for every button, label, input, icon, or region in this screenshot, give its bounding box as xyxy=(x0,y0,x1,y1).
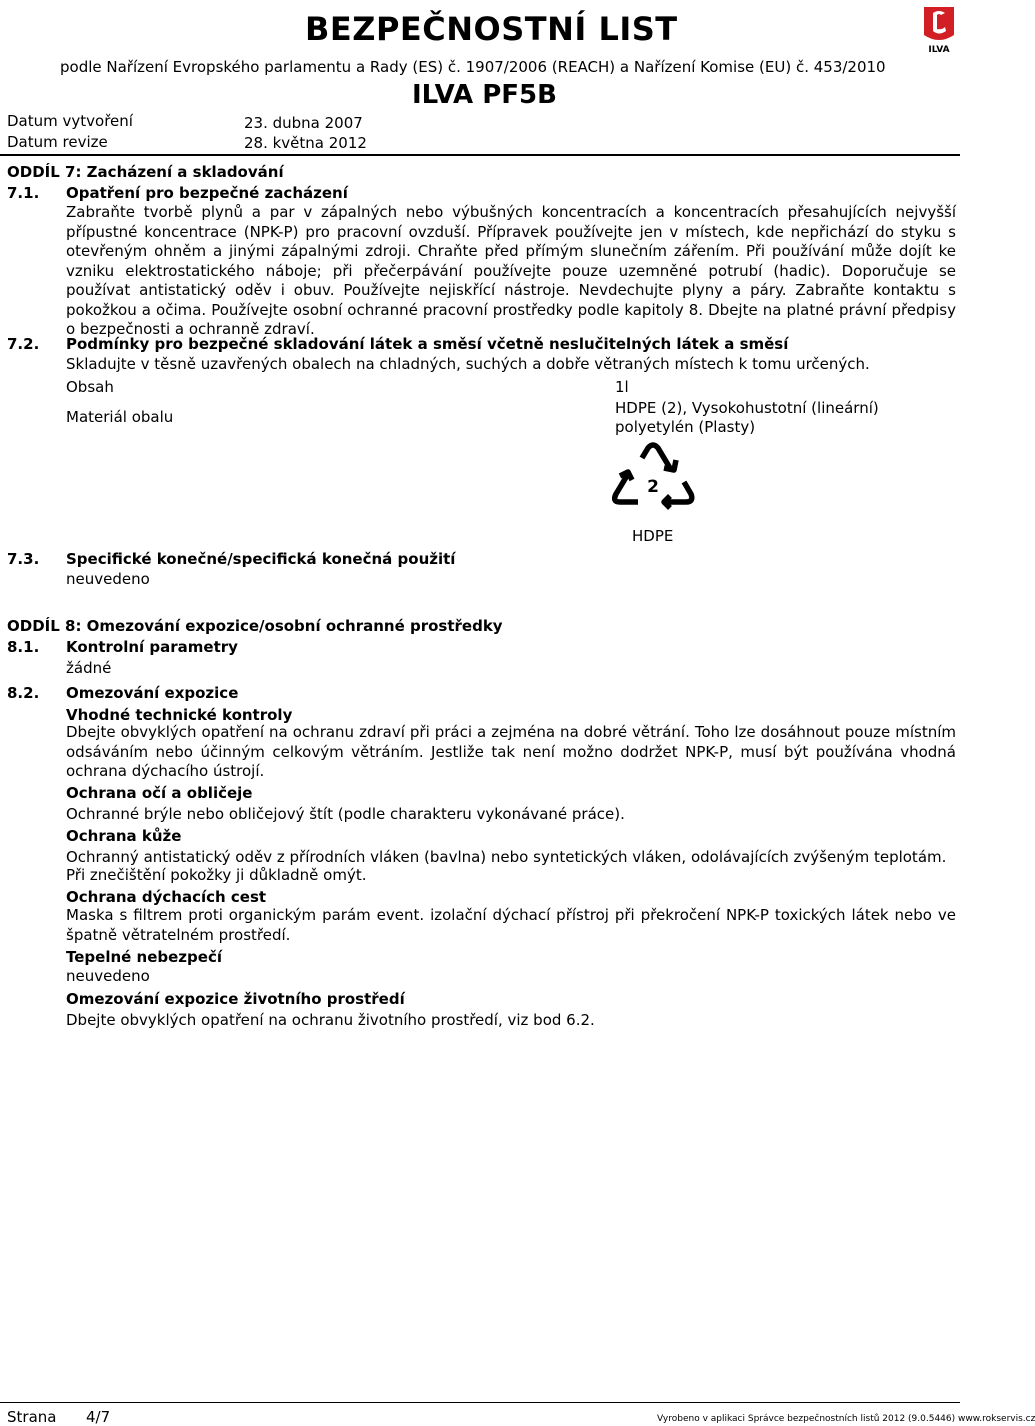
paragraph-line: otevřeným ohněm a jinými zápalnými zdroji. Chraňte před přímým slunečním zářením. Při používání může dojít ke xyxy=(66,242,956,260)
respiratory-protection-title: Ochrana dýchacích cest xyxy=(66,888,267,906)
safe-handling-paragraph xyxy=(66,203,956,340)
page-number: 4/7 xyxy=(86,1408,111,1426)
paragraph-line: Zabraňte tvorbě plynů a par v zápalných nebo výbušných koncentracích a koncentracích přesahujících nejvyšší xyxy=(66,203,956,221)
recycle-hdpe-icon xyxy=(612,444,694,522)
skin-protection-title: Ochrana kůže xyxy=(66,827,182,845)
revised-date-value: 28. května 2012 xyxy=(244,134,367,152)
material-value-line-2: polyetylén (Plasty) xyxy=(615,418,756,436)
environmental-exposure-title: Omezování expozice životního prostředí xyxy=(66,990,405,1008)
paragraph-line: ochrana dýchacího ústrojí. xyxy=(66,762,265,780)
subsection-8-2-number: 8.2. xyxy=(7,684,40,702)
regulation-subtitle: podle Nařízení Evropského parlamentu a Rady (ES) č. 1907/2006 (REACH) a Nařízení Komise (EU) č. 453/2010 xyxy=(60,58,886,76)
section-8-heading: ODDÍL 8: Omezování expozice/osobní ochranné prostředky xyxy=(7,617,503,635)
paragraph-line: používat antistatický oděv i obuv. Používejte nejiskřící nástroje. Nevdechujte plyny a páry. Zabraňte kontaktu s xyxy=(66,281,956,299)
subsection-8-2-title: Omezování expozice xyxy=(66,684,239,702)
product-name: ILVA PF5B xyxy=(412,80,557,110)
header-divider xyxy=(0,154,960,156)
subsection-7-2-title: Podmínky pro bezpečné skladování látek a směsí včetně neslučitelných látek a směsí xyxy=(66,335,789,353)
paragraph-line: vzniku elektrostatického náboje; při přečerpávání používejte pouze uzemněné potrubí (hadic). Doporučuje se xyxy=(66,261,956,280)
subsection-7-1-title: Opatření pro bezpečné zacházení xyxy=(66,184,348,202)
subsection-7-2-number: 7.2. xyxy=(7,335,40,353)
thermal-hazard-text: neuvedeno xyxy=(66,967,150,985)
paragraph-line: Maska s filtrem proti organickým parám event. izolační dýchací přístroj při překročení NPK-P toxických látek nebo ve xyxy=(66,906,956,924)
footer-divider xyxy=(0,1402,960,1403)
material-value-line-1: HDPE (2), Vysokohustotní (lineární) xyxy=(615,399,879,417)
created-date-value: 23. dubna 2007 xyxy=(244,114,363,132)
subsection-7-1-number: 7.1. xyxy=(7,184,40,202)
ilva-logo-icon xyxy=(922,5,956,55)
paragraph-line: pokožkou a očima. Používejte osobní ochranné pracovní prostředky podle kapitoly 8. Dbejte na platné právní předpisy xyxy=(66,300,956,319)
recycle-label: HDPE xyxy=(632,527,674,545)
eye-protection-text: Ochranné brýle nebo obličejový štít (podle charakteru vykonávané práce). xyxy=(66,805,625,823)
subsection-7-3-number: 7.3. xyxy=(7,550,40,568)
revised-date-label: Datum revize xyxy=(7,133,108,151)
skin-protection-line: Ochranný antistatický oděv z přírodních vláken (bavlna) nebo syntetických vláken, odolávajících zvýšeným teplotám. xyxy=(66,848,947,866)
skin-protection-line: Při znečištění pokožky ji důkladně omýt. xyxy=(66,866,367,884)
material-label: Materiál obalu xyxy=(66,408,174,426)
respiratory-protection-paragraph xyxy=(66,906,956,945)
created-date-label: Datum vytvoření xyxy=(7,112,133,130)
subsection-7-3-title: Specifické konečné/specifická konečná použití xyxy=(66,550,456,568)
subsection-8-1-title: Kontrolní parametry xyxy=(66,638,238,656)
paragraph-line: Dbejte obvyklých opatření na ochranu zdraví při práci a zejména na dobré větrání. Toho lze dosáhnout pouze místním xyxy=(66,723,956,741)
content-value: 1l xyxy=(615,378,629,396)
technical-controls-paragraph xyxy=(66,723,956,782)
eye-protection-title: Ochrana očí a obličeje xyxy=(66,784,253,802)
section-7-heading: ODDÍL 7: Zacházení a skladování xyxy=(7,163,284,181)
end-use-text: neuvedeno xyxy=(66,570,150,588)
storage-text: Skladujte v těsně uzavřených obalech na chladných, suchých a dobře větraných místech k tomu určených. xyxy=(66,355,870,373)
control-parameters-text: žádné xyxy=(66,659,112,677)
paragraph-line: špatně větratelném prostředí. xyxy=(66,925,291,944)
paragraph-line: přípustné koncentrace (NPK-P) pro pracovní ovzduší. Přípravek používejte jen v místech, kde nepřichází do styku s xyxy=(66,222,956,241)
subsection-8-1-number: 8.1. xyxy=(7,638,40,656)
technical-controls-title: Vhodné technické kontroly xyxy=(66,706,293,724)
paragraph-line: o bezpečnosti a ochranně zdraví. xyxy=(66,320,315,338)
producer-credit: Vyrobeno v aplikaci Správce bezpečnostních listů 2012 (9.0.5446) www.rokservis.cz xyxy=(657,1414,1035,1424)
page-label: Strana xyxy=(7,1408,57,1426)
logo-text: ILVA xyxy=(928,45,950,55)
thermal-hazard-title: Tepelné nebezpečí xyxy=(66,948,222,966)
document-title: BEZPEČNOSTNÍ LIST xyxy=(305,10,678,48)
content-label: Obsah xyxy=(66,378,114,396)
paragraph-line: odsáváním nebo účinným celkovým větráním. Jestliže tak není možno dodržet NPK-P, musí být používána vhodná xyxy=(66,742,956,761)
environmental-exposure-text: Dbejte obvyklých opatření na ochranu životního prostředí, viz bod 6.2. xyxy=(66,1011,595,1029)
recycle-code-text: 2 xyxy=(647,477,659,497)
